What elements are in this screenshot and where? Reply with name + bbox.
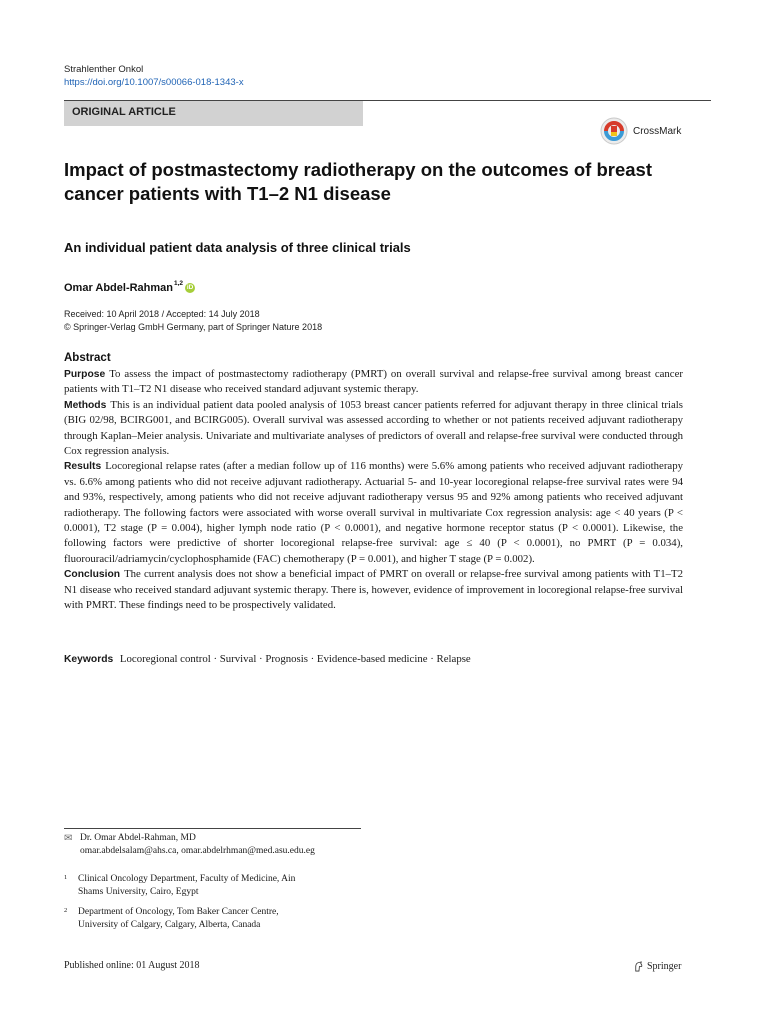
affiliation-number: 2: [64, 907, 68, 914]
mail-icon: ✉: [64, 833, 73, 844]
affiliation-number: 1: [64, 874, 68, 881]
crossmark-label: CrossMark: [633, 125, 682, 137]
article-subtitle: An individual patient data analysis of three clinical trials: [64, 240, 411, 255]
author-name: Omar Abdel-Rahman: [64, 282, 174, 294]
crossmark-icon: [600, 117, 628, 145]
abstract-body: [64, 367, 683, 614]
author-line: [64, 282, 195, 294]
springer-logo: [633, 961, 681, 972]
abstract-results: [64, 459, 683, 567]
methods-label: Methods: [64, 399, 107, 411]
correspondence-email[interactable]: omar.abdelsalam@ahs.ca, omar.abdelrhman@med.asu.edu.eg: [80, 846, 315, 856]
article-type-label: ORIGINAL ARTICLE: [72, 106, 176, 118]
publisher-name: Springer: [647, 961, 682, 972]
received-accepted-dates: Received: 10 April 2018 / Accepted: 14 July 2018: [64, 309, 260, 319]
keywords-label: Keywords: [64, 654, 114, 665]
keywords-text: Locoregional control · Survival · Prognosis · Evidence-based medicine · Relapse: [119, 653, 471, 665]
affiliation-line: Department of Oncology, Tom Baker Cancer Centre,: [78, 907, 279, 917]
abstract-conclusion: [64, 567, 683, 613]
correspondence-name: Dr. Omar Abdel-Rahman, MD: [80, 833, 196, 843]
methods-text: This is an individual patient data pooled analysis of 1053 breast cancer patients referred for adjuvant therapy in three clinical trials (BIG 02/98, BCIRG001, and BCIRG005). Overall survival was assessed according to whether or not patients received adjuvant radiotherapy through Kaplan–Meier analysis. Univariate and multivariate analyses of predictors of overall and relapse-free survival were conducted through Cox regression analysis.: [64, 398, 683, 458]
affiliation-line: Clinical Oncology Department, Faculty of Medicine, Ain: [78, 874, 296, 884]
purpose-text: To assess the impact of postmastectomy radiotherapy (PMRT) on overall survival and relapse-free survival among breast cancer patients with T1–T2 N1 disease who received standard adjuvant systemic therapy.: [64, 368, 683, 396]
orcid-icon[interactable]: iD: [186, 284, 194, 291]
keywords: [64, 653, 684, 665]
crossmark-badge[interactable]: [600, 117, 681, 145]
copyright-line: © Springer-Verlag GmbH Germany, part of Springer Nature 2018: [64, 322, 323, 332]
affiliation-line: University of Calgary, Calgary, Alberta, Canada: [78, 920, 261, 930]
abstract-heading: Abstract: [64, 352, 111, 364]
affiliation-1: [64, 873, 295, 899]
results-label: Results: [64, 461, 102, 473]
purpose-label: Purpose: [64, 369, 106, 380]
author-affiliation-marks: 1,2: [174, 280, 184, 287]
conclusion-text: The current analysis does not show a beneficial impact of PMRT on overall or relapse-free survival among patients with T1–T2 N1 disease who received standard adjuvant systemic therapy. There is, however, evidence of improvement in locoregional relapse-free survival with PMRT. These findings need to be prospectively validated.: [64, 568, 683, 612]
abstract-methods: [64, 398, 683, 460]
affiliation-2: [64, 906, 279, 932]
affiliation-line: Shams University, Cairo, Egypt: [78, 887, 199, 897]
doi-link[interactable]: https://doi.org/10.1007/s00066-018-1343-x: [64, 77, 244, 88]
abstract-purpose: [64, 367, 683, 398]
article-title: Impact of postmastectomy radiotherapy on the outcomes of breast cancer patients with T1–2 N1 disease: [64, 159, 652, 204]
conclusion-label: Conclusion: [64, 569, 121, 581]
springer-horse-icon: [633, 961, 644, 972]
correspondence: [64, 832, 315, 858]
results-text: Locoregional relapse rates (after a median follow up of 116 months) were 5.6% among patients who received adjuvant radiotherapy vs. 6.6% among patients who did not receive adjuvant radiotherapy. Actuarial 5- and 10-year locoregional relapse-free survival rates were 94 and 93%, respectively, among patients who did not receive adjuvant radiotherapy versus 95 and 92% among patients who received adjuvant radiotherapy. The following factors were associated with worse overall survival in multivariate Cox regression analysis: age < 40 years (P < 0.0001), T2 stage (P = 0.004), higher lymph node ratio (P < 0.0001), and negative hormone receptor status (P < 0.0001). Likewise, the following factors were predictive of shorter locoregional relapse-free survival: age ≤ 40 (P < 0.0001), no PMRT (P = 0.034), fluorouracil/adriamycin/cyclophosphamide (FAC) chemotherapy (P = 0.001), and higher T stage (P = 0.002).: [64, 460, 683, 565]
journal-name: Strahlenther Onkol: [64, 64, 144, 75]
published-online: Published online: 01 August 2018: [64, 960, 200, 971]
footnote-rule: [64, 828, 361, 829]
